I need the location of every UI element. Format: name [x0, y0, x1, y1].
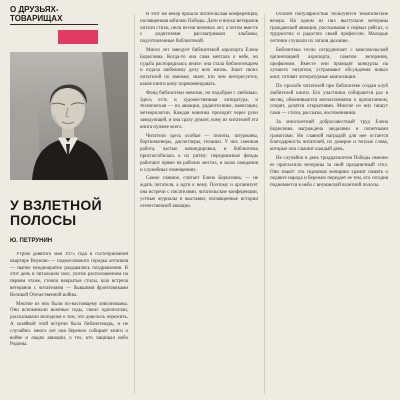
paragraph: Библиотека тесно сотрудничает с комсомольской организацией аэропорта, советом ветеранов, профкомом. Вместе они проводят конкурсы на лучшего читателя, устраивают обсуждения новых книг, готовят литературные композиции. [270, 47, 388, 81]
author-byline: Ю. ПЕТРУНИН [10, 238, 53, 244]
rubric-line-1: О ДРУЗЬЯХ- [10, 5, 59, 14]
column-divider [134, 14, 135, 394]
paragraph: За многолетний добросовестный труд Елена Борисовна награждена медалями и почетными грамотами. Но главной наградой для нее остается благодарность читателей, их доверие и теплые слова, которые она слышит каждый день. [270, 119, 388, 153]
text-column-right [270, 12, 388, 396]
paragraph: По просьбе читателей при библиотеке создан клуб любителей книги. Его участники собираются раз в месяц, обмениваются впечатлениями о прочитанном, спорят, делятся открытиями. Многие из них пишут сами — стихи, рассказы, воспоминания. [270, 83, 388, 117]
paragraph: Многие из них были по-настоящему взволнованы. Они вспоминали военные годы, своих однополчан, рассказывали молодежи о том, что довелось пережить. А хозяйкой этой встречи была библиотекарь, и не случайно: много лет она бережно собирает книги о войне и людях авиации, о тех, кто защищал небо Родины. [10, 301, 128, 348]
paragraph: Утром девятого мая 1975 года в гостеприимной квартире Внуково — подмосковного городка летчиков — нынче неоднократно раздавались поздравления. В этот день в читальном зале, уютно расположенном на первом этаже, стояли накрытые столы, шла встреча ветеранов с читателями — бывшими фронтовиками Великой Отечественной войны. [10, 252, 128, 298]
portrait-photo [10, 52, 128, 180]
section-rubric [10, 5, 100, 23]
text-column-left [10, 252, 128, 398]
rubric-line-2: ТОВАРИЩАХ [10, 14, 63, 23]
text-column-middle [140, 12, 258, 396]
headline-line-1: У ВЗЛЕТНОЙ [10, 197, 102, 213]
column-divider [264, 14, 265, 394]
paragraph: Читатели здесь особые — пилоты, штурманы, бортинженеры, диспетчеры, техники. У них сменная работа, частые командировки, и библиотека приспособилась к их ритму: передвижные фонды работают прямо на рабочих местах, в залах ожидания и служебных помещениях. [140, 133, 258, 173]
article-headline [10, 198, 128, 228]
accent-color-block [58, 30, 98, 44]
paragraph: Много лет заведует библиотекой аэропорта Елена Борисовна. Когда-то она сама мечтала о небе, но судьба распорядилась иначе: она стала библиотекарем и отдала любимому делу всю жизнь. Знает своих читателей по именам, знает, кто чем интересуется, какие книги кому порекомендовать. [140, 47, 258, 87]
paragraph: Фонд библиотеки невелик, но подобран с любовью. Здесь есть и художественная литература, и техническая — по авиации, радиотехнике, навигации, метеорологии. Каждая новинка проходит через руки заведующей, и она сразу думает, кому из читателей эта книга нужнее всего. [140, 90, 258, 130]
paragraph: Особой популярностью пользуются тематические вечера. На одном из них выступали ветераны гражданской авиации, рассказывая о первых рейсах, о трудностях и радостях своей профессии. Молодые летчики слушали их затаив дыхание. [270, 12, 388, 45]
paragraph: Самое главное, считает Елена Борисовна, — не ждать читателя, а идти к нему. Поэтому и организует она встречи с писателями, читательские конференции, устные журналы и выставки, посвященные истории отечественной авиации. [140, 176, 258, 209]
portrait-photo-icon [10, 52, 128, 180]
rubric-divider [10, 24, 98, 25]
paragraph: В этот же вечер прошла читательская конференция, посвященная юбилею Победы. Дети и внуки ветеранов читали стихи, пели песни военных лет, а потом вместе с родителями рассматривали альбомы, подготовленные библиотекой. [140, 12, 258, 45]
headline-line-2: ПОЛОСЫ [10, 212, 77, 228]
paragraph: Не случайно в день тридцатилетия Победы именно ее пригласили ветераны за свой праздничный стол. Они знают: эта скромная женщина хранит память о подвиге народа и бережно передает ее тем, кто сегодня поднимается в небо с внуковской взлетной полосы. [270, 155, 388, 189]
